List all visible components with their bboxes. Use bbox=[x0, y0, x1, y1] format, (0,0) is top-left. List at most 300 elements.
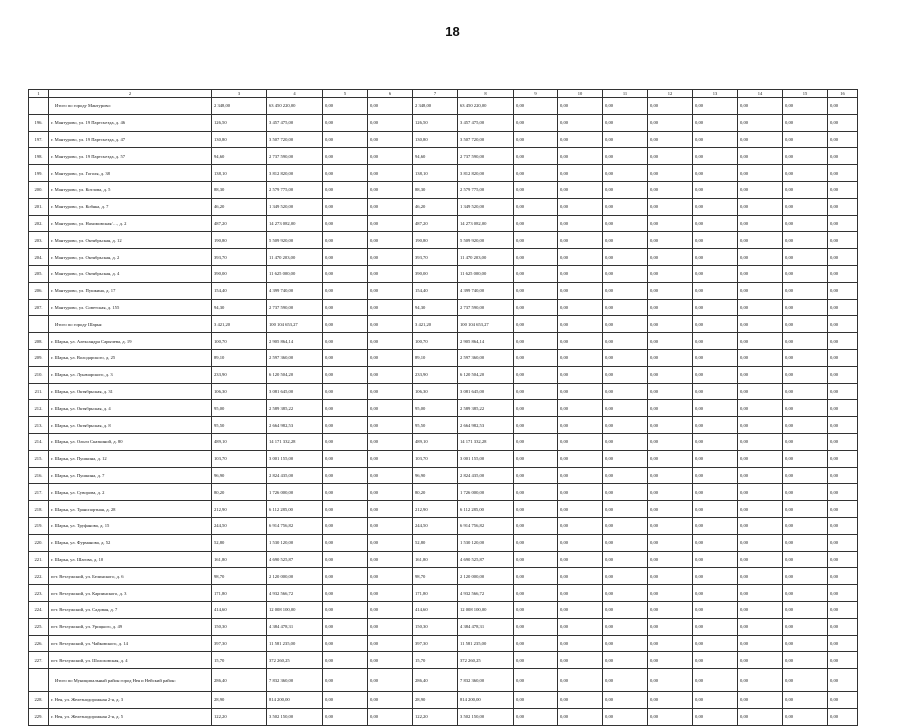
value-cell: 0,00 bbox=[738, 601, 783, 618]
value-cell: 0,00 bbox=[603, 148, 648, 165]
value-cell: 0,00 bbox=[368, 249, 413, 266]
value-cell: 233,90 bbox=[413, 366, 458, 383]
address-cell: г. Шарья, ул. Транспортная, д. 28 bbox=[49, 501, 212, 518]
value-cell: 0,00 bbox=[693, 417, 738, 434]
value-cell: 0,00 bbox=[648, 148, 693, 165]
value-cell: 150,30 bbox=[212, 618, 267, 635]
value-cell: 0,00 bbox=[323, 501, 368, 518]
value-cell: 0,00 bbox=[558, 534, 603, 551]
value-cell: 0,00 bbox=[738, 383, 783, 400]
data-table bbox=[28, 89, 858, 726]
value-cell: 0,00 bbox=[368, 349, 413, 366]
address-cell: г. Мантурово, ул. 19 Партсъезда, д. 46 bbox=[49, 114, 212, 131]
value-cell: 0,00 bbox=[783, 669, 828, 692]
value-cell: 0,00 bbox=[693, 568, 738, 585]
value-cell: 3 001 155,00 bbox=[458, 450, 514, 467]
value-cell: 0,00 bbox=[368, 467, 413, 484]
value-cell: 0,00 bbox=[323, 165, 368, 182]
row-number-cell bbox=[29, 98, 49, 115]
value-cell: 0,00 bbox=[828, 568, 858, 585]
value-cell: 0,00 bbox=[603, 568, 648, 585]
value-cell: 190,80 bbox=[413, 232, 458, 249]
value-cell: 154,40 bbox=[212, 282, 267, 299]
column-number: 2 bbox=[49, 90, 212, 98]
value-cell: 1 530 120,00 bbox=[267, 534, 323, 551]
value-cell: 0,00 bbox=[738, 652, 783, 669]
value-cell: 0,00 bbox=[738, 249, 783, 266]
value-cell: 0,00 bbox=[514, 165, 558, 182]
value-cell: 0,00 bbox=[368, 568, 413, 585]
value-cell: 12 008 100,00 bbox=[267, 601, 323, 618]
value-cell: 0,00 bbox=[648, 165, 693, 182]
value-cell: 0,00 bbox=[514, 568, 558, 585]
value-cell: 0,00 bbox=[783, 316, 828, 333]
address-cell: г. Шарья, ул. Октябрьская, д. 4 bbox=[49, 400, 212, 417]
value-cell: 0,00 bbox=[738, 316, 783, 333]
value-cell: 0,00 bbox=[738, 232, 783, 249]
value-cell: 0,00 bbox=[693, 98, 738, 115]
value-cell: 4 399 740,00 bbox=[458, 282, 514, 299]
value-cell: 0,00 bbox=[783, 467, 828, 484]
table-body bbox=[29, 90, 858, 726]
address-cell: пгт. Ветлужский, ул. Садовая, д. 7 bbox=[49, 601, 212, 618]
table-row bbox=[29, 249, 858, 266]
value-cell: 0,00 bbox=[603, 366, 648, 383]
value-cell: 0,00 bbox=[323, 618, 368, 635]
value-cell: 0,00 bbox=[693, 484, 738, 501]
value-cell: 0,00 bbox=[323, 484, 368, 501]
value-cell: 0,00 bbox=[603, 551, 648, 568]
value-cell: 0,00 bbox=[603, 450, 648, 467]
value-cell: 0,00 bbox=[558, 198, 603, 215]
value-cell: 0,00 bbox=[693, 635, 738, 652]
value-cell: 3 421,20 bbox=[413, 316, 458, 333]
value-cell: 0,00 bbox=[828, 349, 858, 366]
value-cell: 0,00 bbox=[783, 98, 828, 115]
value-cell: 171,80 bbox=[212, 585, 267, 602]
value-cell: 0,00 bbox=[693, 450, 738, 467]
value-cell: 0,00 bbox=[514, 349, 558, 366]
value-cell: 94,60 bbox=[413, 148, 458, 165]
address-cell: г. Мантурово, ул. Гоголя, д. 38 bbox=[49, 165, 212, 182]
value-cell: 0,00 bbox=[514, 433, 558, 450]
value-cell: 0,00 bbox=[783, 333, 828, 350]
value-cell: 0,00 bbox=[693, 383, 738, 400]
value-cell: 0,00 bbox=[693, 114, 738, 131]
value-cell: 0,00 bbox=[828, 333, 858, 350]
value-cell: 0,00 bbox=[693, 333, 738, 350]
value-cell: 12 008 100,00 bbox=[458, 601, 514, 618]
value-cell: 0,00 bbox=[323, 98, 368, 115]
value-cell: 0,00 bbox=[323, 568, 368, 585]
value-cell: 0,00 bbox=[368, 652, 413, 669]
value-cell: 0,00 bbox=[514, 232, 558, 249]
value-cell: 122,20 bbox=[413, 708, 458, 725]
address-cell: г. Мантурово, ул. Октябрьская, д. 2 bbox=[49, 249, 212, 266]
value-cell: 0,00 bbox=[323, 417, 368, 434]
value-cell: 0,00 bbox=[783, 349, 828, 366]
value-cell: 2 905 864,14 bbox=[458, 333, 514, 350]
value-cell: 0,00 bbox=[693, 349, 738, 366]
value-cell: 0,00 bbox=[738, 400, 783, 417]
column-number-row bbox=[29, 90, 858, 98]
table-row bbox=[29, 708, 858, 725]
table-row bbox=[29, 551, 858, 568]
column-number: 4 bbox=[267, 90, 323, 98]
value-cell: 0,00 bbox=[828, 114, 858, 131]
value-cell: 0,00 bbox=[828, 265, 858, 282]
value-cell: 0,00 bbox=[648, 669, 693, 692]
value-cell: 0,00 bbox=[603, 181, 648, 198]
value-cell: 0,00 bbox=[693, 215, 738, 232]
value-cell: 0,00 bbox=[783, 501, 828, 518]
value-cell: 4 932 566,72 bbox=[458, 585, 514, 602]
value-cell: 212,90 bbox=[413, 501, 458, 518]
value-cell: 0,00 bbox=[738, 618, 783, 635]
value-cell: 0,00 bbox=[738, 265, 783, 282]
value-cell: 0,00 bbox=[828, 181, 858, 198]
value-cell: 1 349 520,00 bbox=[267, 198, 323, 215]
value-cell: 28,90 bbox=[413, 692, 458, 709]
value-cell: 0,00 bbox=[603, 618, 648, 635]
value-cell: 2 737 590,00 bbox=[267, 148, 323, 165]
value-cell: 0,00 bbox=[738, 692, 783, 709]
value-cell: 0,00 bbox=[828, 417, 858, 434]
value-cell: 3 502 150,00 bbox=[458, 708, 514, 725]
value-cell: 2 597 360,00 bbox=[267, 349, 323, 366]
value-cell: 0,00 bbox=[783, 652, 828, 669]
value-cell: 0,00 bbox=[738, 181, 783, 198]
value-cell: 0,00 bbox=[648, 383, 693, 400]
value-cell: 0,00 bbox=[323, 198, 368, 215]
value-cell: 3 507 720,00 bbox=[267, 131, 323, 148]
table-row bbox=[29, 585, 858, 602]
table-row bbox=[29, 181, 858, 198]
value-cell: 0,00 bbox=[514, 501, 558, 518]
value-cell: 0,00 bbox=[514, 517, 558, 534]
value-cell: 0,00 bbox=[828, 131, 858, 148]
column-number: 3 bbox=[212, 90, 267, 98]
value-cell: 0,00 bbox=[368, 165, 413, 182]
value-cell: 0,00 bbox=[828, 249, 858, 266]
value-cell: 0,00 bbox=[783, 165, 828, 182]
value-cell: 0,00 bbox=[783, 517, 828, 534]
value-cell: 390,00 bbox=[413, 265, 458, 282]
value-cell: 0,00 bbox=[738, 114, 783, 131]
value-cell: 0,00 bbox=[514, 708, 558, 725]
value-cell: 0,00 bbox=[368, 215, 413, 232]
value-cell: 94,30 bbox=[212, 299, 267, 316]
value-cell: 0,00 bbox=[558, 232, 603, 249]
value-cell: 2 120 000,00 bbox=[458, 568, 514, 585]
address-cell: пгт. Ветлужский, ул. Чайковского, д. 14 bbox=[49, 635, 212, 652]
value-cell: 0,00 bbox=[603, 400, 648, 417]
value-cell: 4 690 525,87 bbox=[267, 551, 323, 568]
value-cell: 0,00 bbox=[323, 249, 368, 266]
value-cell: 6 120 504,20 bbox=[458, 366, 514, 383]
value-cell: 414,60 bbox=[413, 601, 458, 618]
value-cell: 0,00 bbox=[368, 517, 413, 534]
row-number-cell: 215. bbox=[29, 450, 49, 467]
value-cell: 0,00 bbox=[603, 692, 648, 709]
value-cell: 0,00 bbox=[738, 349, 783, 366]
value-cell: 80,20 bbox=[413, 484, 458, 501]
value-cell: 372 260,25 bbox=[458, 652, 514, 669]
value-cell: 6 914 756,82 bbox=[458, 517, 514, 534]
address-cell: г. Шарья, ул. Пушкина, д. 12 bbox=[49, 450, 212, 467]
value-cell: 0,00 bbox=[828, 433, 858, 450]
value-cell: 0,00 bbox=[693, 551, 738, 568]
value-cell: 0,00 bbox=[603, 669, 648, 692]
value-cell: 4 690 525,87 bbox=[458, 551, 514, 568]
value-cell: 0,00 bbox=[648, 114, 693, 131]
value-cell: 0,00 bbox=[693, 708, 738, 725]
row-number-cell: 220. bbox=[29, 534, 49, 551]
value-cell: 0,00 bbox=[603, 316, 648, 333]
value-cell: 0,00 bbox=[323, 215, 368, 232]
value-cell: 397,30 bbox=[212, 635, 267, 652]
value-cell: 0,00 bbox=[828, 601, 858, 618]
value-cell: 0,00 bbox=[514, 467, 558, 484]
value-cell: 244,50 bbox=[212, 517, 267, 534]
address-cell: г. Мантурово, ул. Пушкина, д. 17 bbox=[49, 282, 212, 299]
value-cell: 2 824 435,00 bbox=[267, 467, 323, 484]
value-cell: 393,70 bbox=[212, 249, 267, 266]
value-cell: 0,00 bbox=[828, 198, 858, 215]
value-cell: 1 726 000,00 bbox=[458, 484, 514, 501]
value-cell: 0,00 bbox=[648, 232, 693, 249]
value-cell: 0,00 bbox=[648, 534, 693, 551]
table-row bbox=[29, 165, 858, 182]
value-cell: 0,00 bbox=[323, 450, 368, 467]
row-number-cell: 199. bbox=[29, 165, 49, 182]
value-cell: 98,70 bbox=[212, 568, 267, 585]
value-cell: 397,30 bbox=[413, 635, 458, 652]
value-cell: 0,00 bbox=[828, 708, 858, 725]
value-cell: 0,00 bbox=[603, 601, 648, 618]
value-cell: 0,00 bbox=[738, 417, 783, 434]
value-cell: 0,00 bbox=[603, 534, 648, 551]
row-number-cell: 217. bbox=[29, 484, 49, 501]
value-cell: 0,00 bbox=[603, 198, 648, 215]
value-cell: 0,00 bbox=[783, 618, 828, 635]
value-cell: 0,00 bbox=[738, 501, 783, 518]
row-number-cell: 226. bbox=[29, 635, 49, 652]
value-cell: 95,50 bbox=[413, 417, 458, 434]
value-cell: 0,00 bbox=[648, 618, 693, 635]
value-cell: 0,00 bbox=[323, 232, 368, 249]
value-cell: 14 171 332,28 bbox=[458, 433, 514, 450]
value-cell: 814 200,00 bbox=[458, 692, 514, 709]
table-row bbox=[29, 299, 858, 316]
value-cell: 0,00 bbox=[828, 635, 858, 652]
value-cell: 89,10 bbox=[413, 349, 458, 366]
value-cell: 0,00 bbox=[558, 316, 603, 333]
value-cell: 0,00 bbox=[603, 131, 648, 148]
value-cell: 0,00 bbox=[368, 131, 413, 148]
value-cell: 6 120 504,20 bbox=[267, 366, 323, 383]
value-cell: 0,00 bbox=[368, 417, 413, 434]
value-cell: 0,00 bbox=[738, 433, 783, 450]
value-cell: 1 530 120,00 bbox=[458, 534, 514, 551]
row-number-cell: 223. bbox=[29, 585, 49, 602]
value-cell: 0,00 bbox=[648, 417, 693, 434]
value-cell: 0,00 bbox=[828, 652, 858, 669]
value-cell: 0,00 bbox=[368, 534, 413, 551]
value-cell: 2 579 775,00 bbox=[267, 181, 323, 198]
value-cell: 4 399 740,00 bbox=[267, 282, 323, 299]
value-cell: 63 450 220,00 bbox=[267, 98, 323, 115]
column-number: 5 bbox=[323, 90, 368, 98]
value-cell: 0,00 bbox=[558, 467, 603, 484]
row-number-cell: 205. bbox=[29, 265, 49, 282]
value-cell: 212,90 bbox=[212, 501, 267, 518]
value-cell: 0,00 bbox=[514, 265, 558, 282]
value-cell: 0,00 bbox=[828, 484, 858, 501]
table-row bbox=[29, 349, 858, 366]
value-cell: 2 664 982,53 bbox=[267, 417, 323, 434]
value-cell: 0,00 bbox=[648, 265, 693, 282]
value-cell: 2 737 590,00 bbox=[458, 299, 514, 316]
value-cell: 0,00 bbox=[603, 215, 648, 232]
value-cell: 161,80 bbox=[413, 551, 458, 568]
value-cell: 5 509 920,00 bbox=[458, 232, 514, 249]
address-cell: г. Шарья, ул. Октябрьская, д. 8 bbox=[49, 417, 212, 434]
value-cell: 0,00 bbox=[828, 366, 858, 383]
value-cell: 0,00 bbox=[558, 433, 603, 450]
value-cell: 0,00 bbox=[514, 131, 558, 148]
value-cell: 0,00 bbox=[603, 501, 648, 518]
address-cell: г. Шарья, ул. Володарского, д. 25 bbox=[49, 349, 212, 366]
value-cell: 0,00 bbox=[558, 249, 603, 266]
address-cell: г. Нея, ул. Железнодорожная 2-я, д. 3 bbox=[49, 692, 212, 709]
value-cell: 0,00 bbox=[558, 517, 603, 534]
value-cell: 0,00 bbox=[514, 148, 558, 165]
value-cell: 0,00 bbox=[514, 299, 558, 316]
table-row bbox=[29, 198, 858, 215]
address-cell: г. Мантурово, ул. 19 Партсъезда, д. 57 bbox=[49, 148, 212, 165]
value-cell: 138,10 bbox=[413, 165, 458, 182]
value-cell: 0,00 bbox=[648, 349, 693, 366]
address-cell: г. Шарья, ул. Октябрьская, д. 31 bbox=[49, 383, 212, 400]
value-cell: 11 470 203,00 bbox=[458, 249, 514, 266]
page-number: 18 bbox=[445, 24, 460, 39]
value-cell: 0,00 bbox=[558, 635, 603, 652]
value-cell: 0,00 bbox=[693, 148, 738, 165]
value-cell: 100 104 653,27 bbox=[267, 316, 323, 333]
value-cell: 0,00 bbox=[828, 282, 858, 299]
value-cell: 0,00 bbox=[558, 131, 603, 148]
value-cell: 3 507 720,00 bbox=[458, 131, 514, 148]
value-cell: 0,00 bbox=[558, 501, 603, 518]
value-cell: 0,00 bbox=[368, 669, 413, 692]
value-cell: 487,20 bbox=[212, 215, 267, 232]
value-cell: 0,00 bbox=[603, 708, 648, 725]
value-cell: 0,00 bbox=[648, 400, 693, 417]
value-cell: 0,00 bbox=[558, 669, 603, 692]
row-number-cell: 200. bbox=[29, 181, 49, 198]
value-cell: 0,00 bbox=[783, 265, 828, 282]
value-cell: 0,00 bbox=[323, 669, 368, 692]
value-cell: 2 120 000,00 bbox=[267, 568, 323, 585]
value-cell: 3 421,20 bbox=[212, 316, 267, 333]
value-cell: 0,00 bbox=[558, 417, 603, 434]
table-row bbox=[29, 383, 858, 400]
table-row bbox=[29, 692, 858, 709]
address-cell: г. Мантурово, ул. 19 Партсъезда, д. 47 bbox=[49, 131, 212, 148]
column-number: 12 bbox=[648, 90, 693, 98]
value-cell: 0,00 bbox=[648, 282, 693, 299]
value-cell: 0,00 bbox=[828, 534, 858, 551]
value-cell: 0,00 bbox=[514, 316, 558, 333]
value-cell: 0,00 bbox=[603, 299, 648, 316]
value-cell: 0,00 bbox=[368, 98, 413, 115]
value-cell: 0,00 bbox=[368, 484, 413, 501]
column-number: 9 bbox=[514, 90, 558, 98]
value-cell: 100,70 bbox=[413, 333, 458, 350]
value-cell: 11 625 000,00 bbox=[458, 265, 514, 282]
address-cell: г. Мантурово, ул. Октябрьская, д. 12 bbox=[49, 232, 212, 249]
row-number-cell: 211. bbox=[29, 383, 49, 400]
subtotal-row bbox=[29, 98, 858, 115]
address-cell: г. Мантурово, ул. Кобяка, д. 7 bbox=[49, 198, 212, 215]
value-cell: 0,00 bbox=[558, 366, 603, 383]
value-cell: 2 597 360,00 bbox=[458, 349, 514, 366]
row-number-cell: 225. bbox=[29, 618, 49, 635]
value-cell: 0,00 bbox=[323, 517, 368, 534]
value-cell: 0,00 bbox=[828, 232, 858, 249]
value-cell: 0,00 bbox=[323, 383, 368, 400]
value-cell: 0,00 bbox=[514, 534, 558, 551]
value-cell: 0,00 bbox=[783, 568, 828, 585]
value-cell: 0,00 bbox=[783, 299, 828, 316]
value-cell: 14 273 082,00 bbox=[458, 215, 514, 232]
value-cell: 0,00 bbox=[738, 669, 783, 692]
value-cell: 0,00 bbox=[603, 383, 648, 400]
table-row bbox=[29, 366, 858, 383]
value-cell: 2 589 385,22 bbox=[267, 400, 323, 417]
table-row bbox=[29, 501, 858, 518]
value-cell: 98,70 bbox=[413, 568, 458, 585]
value-cell: 0,00 bbox=[693, 400, 738, 417]
value-cell: 3 081 645,00 bbox=[458, 383, 514, 400]
value-cell: 89,10 bbox=[212, 349, 267, 366]
value-cell: 0,00 bbox=[323, 265, 368, 282]
value-cell: 3 457 475,00 bbox=[267, 114, 323, 131]
value-cell: 0,00 bbox=[514, 333, 558, 350]
value-cell: 0,00 bbox=[558, 215, 603, 232]
table-row bbox=[29, 232, 858, 249]
value-cell: 11 581 235,00 bbox=[267, 635, 323, 652]
address-cell: Итого по городу Шарья: bbox=[49, 316, 212, 333]
value-cell: 0,00 bbox=[323, 635, 368, 652]
value-cell: 88,30 bbox=[212, 181, 267, 198]
address-cell: Итого по городу Мантурово: bbox=[49, 98, 212, 115]
value-cell: 0,00 bbox=[514, 417, 558, 434]
value-cell: 0,00 bbox=[514, 198, 558, 215]
column-number: 6 bbox=[368, 90, 413, 98]
value-cell: 0,00 bbox=[693, 585, 738, 602]
value-cell: 0,00 bbox=[783, 181, 828, 198]
value-cell: 0,00 bbox=[368, 299, 413, 316]
value-cell: 3 081 645,00 bbox=[267, 383, 323, 400]
value-cell: 171,80 bbox=[413, 585, 458, 602]
value-cell: 0,00 bbox=[783, 433, 828, 450]
value-cell: 0,00 bbox=[828, 551, 858, 568]
subtotal-row bbox=[29, 669, 858, 692]
value-cell: 0,00 bbox=[603, 114, 648, 131]
value-cell: 0,00 bbox=[783, 148, 828, 165]
